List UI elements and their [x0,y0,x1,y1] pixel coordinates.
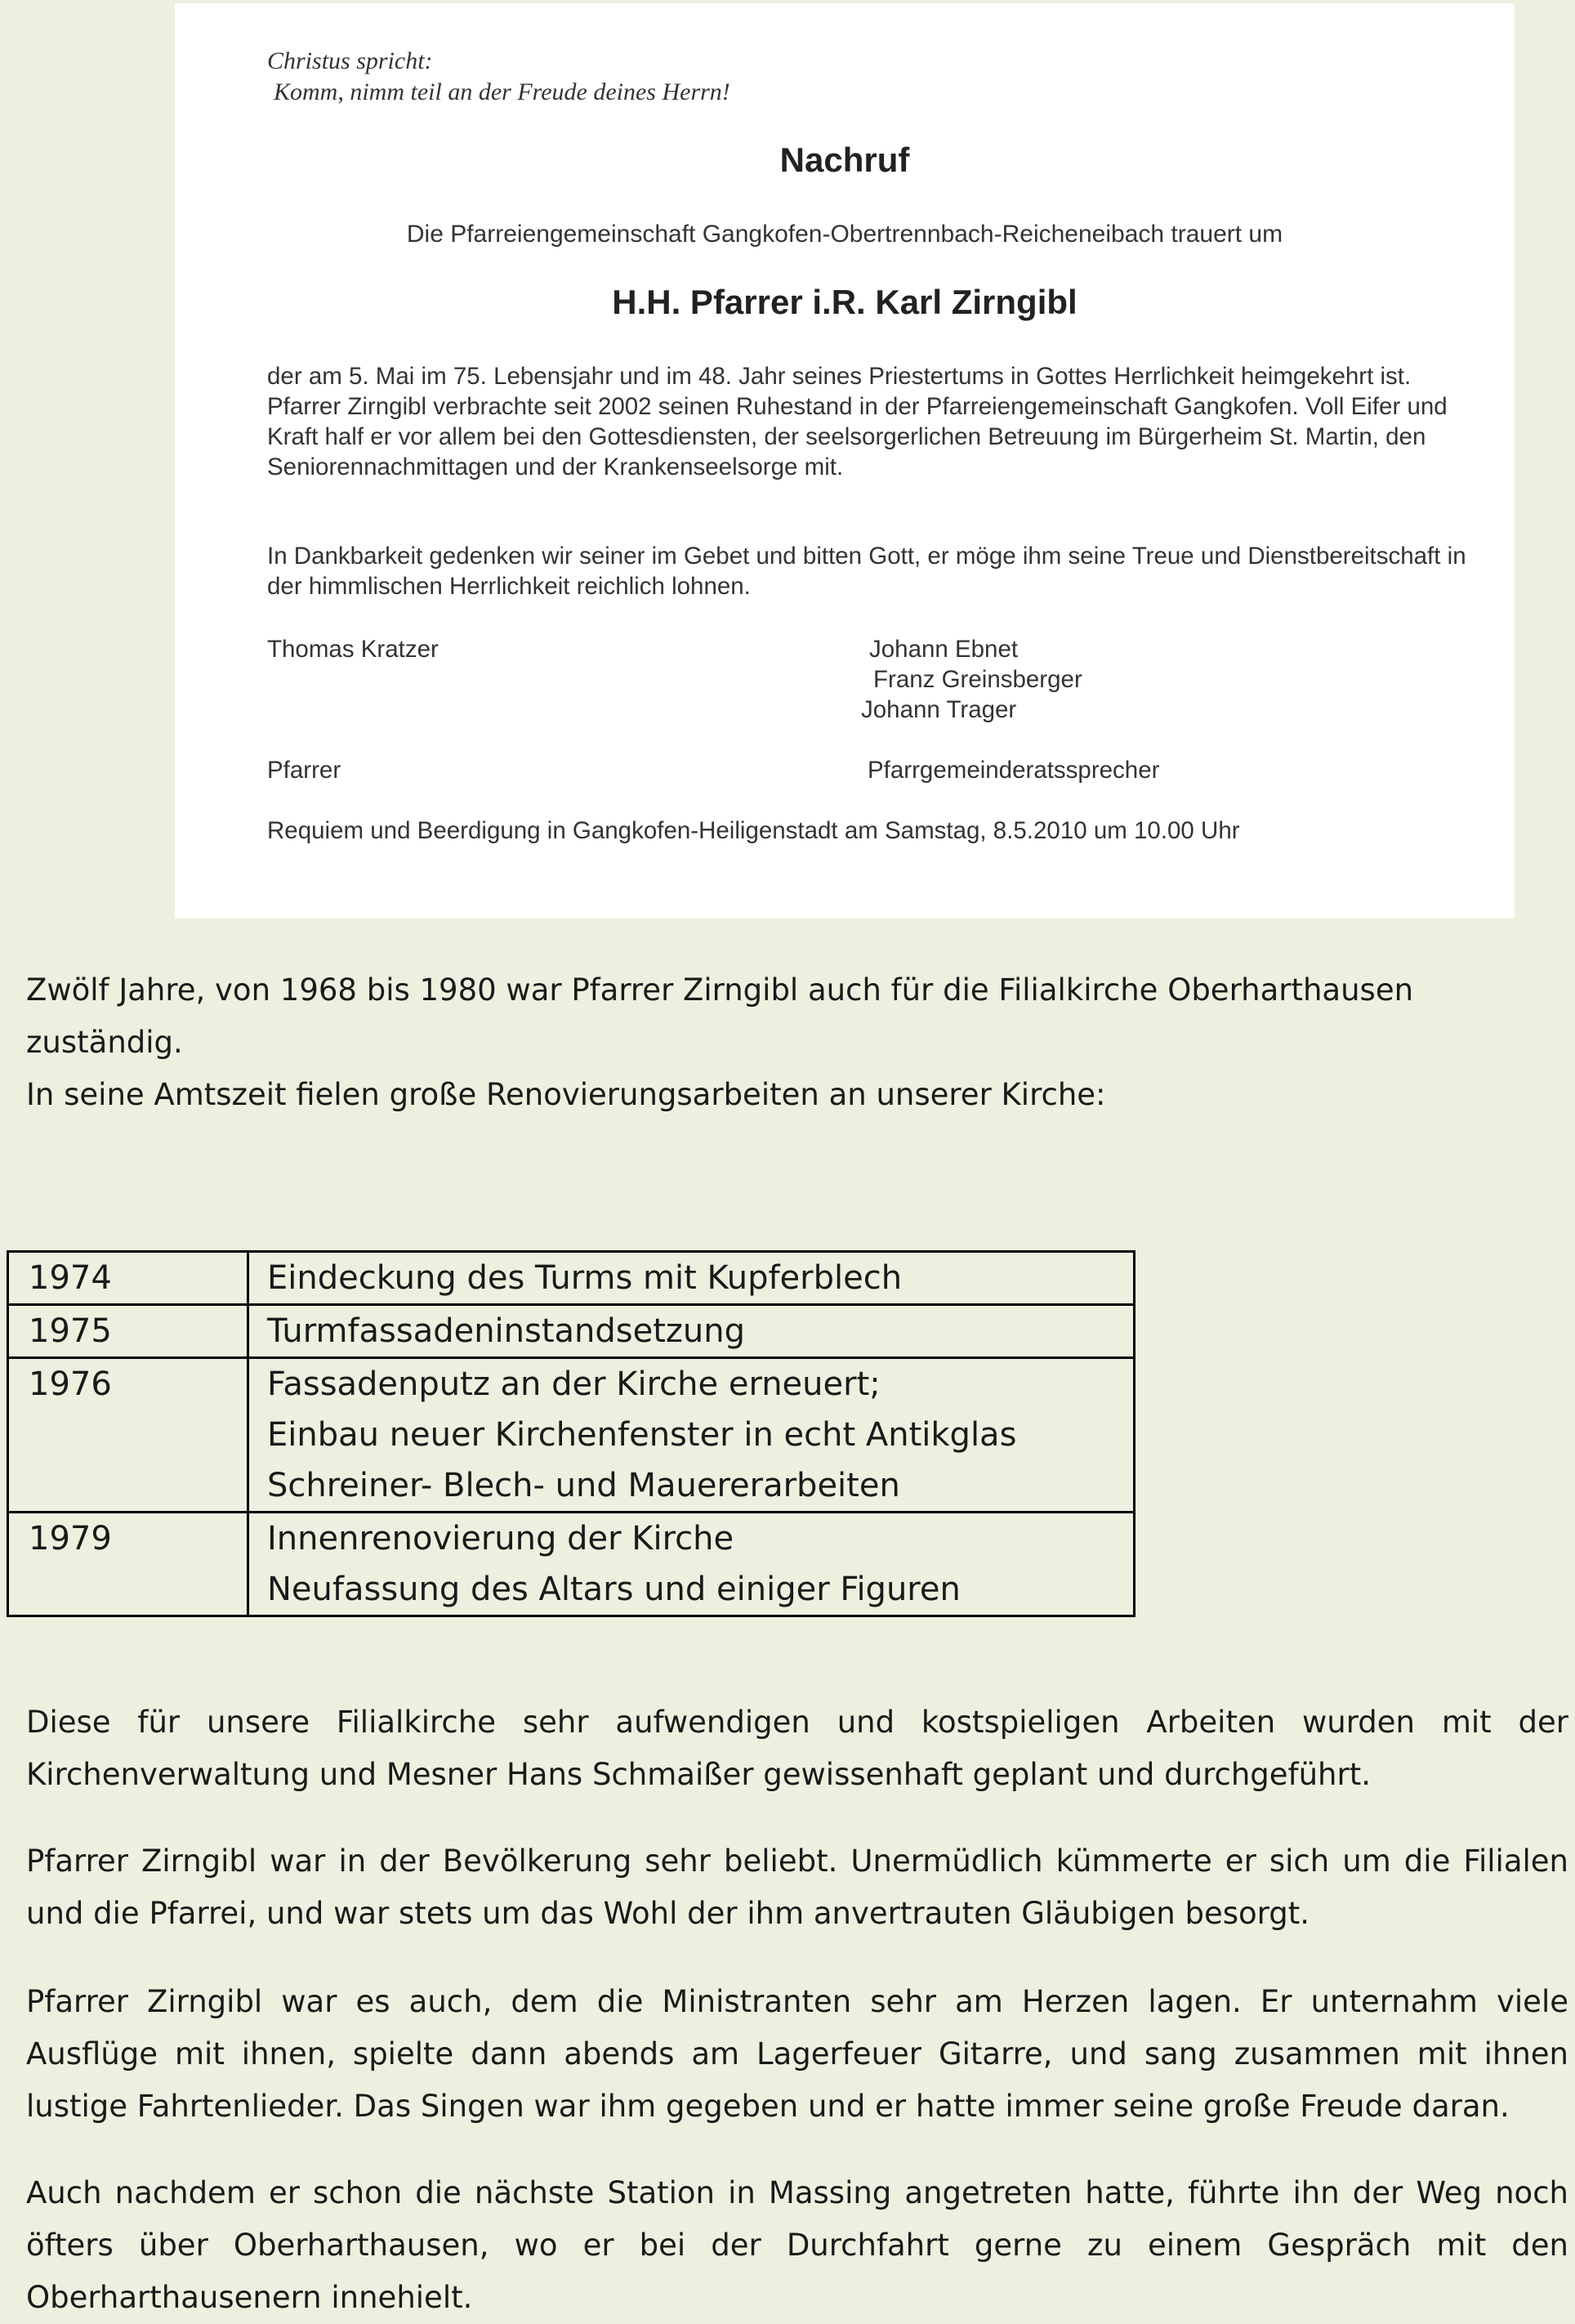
work-item: Fassadenputz an der Kirche erneuert; [267,1365,881,1403]
requiem-notice: Requiem und Beerdigung in Gangkofen-Heiligenstadt am Samstag, 8.5.2010 um 10.00 Uhr [267,817,1240,844]
work-item: Schreiner- Blech- und Mauererarbeiten [267,1467,900,1504]
obituary-title: Nachruf [779,141,910,179]
signer-right-role: Pfarrgemeinderatssprecher [868,757,1160,784]
obituary-paragraph-1: der am 5. Mai im 75. Lebensjahr und im 48. Jahr seines Priestertums in Gottes Herrlichkeit heimgekehrt ist. Pfarrer Zirngibl verbrachte seit 2002 seinen Ruhestand in der Pfarreiengemeinschaft Gangkofen. Voll Eifer und Kraft half er vor allem bei den Gottesdiensten, der seelsorgerlichen Betreuung im Bürgerheim St. Martin, den Seniorennachmittagen und der Krankenseelsorge mit. [267,363,1448,480]
deceased-name: H.H. Pfarrer i.R. Karl Zirngibl [612,283,1078,321]
quote-line-1: Christus spricht: [267,47,433,74]
signer-right-1: Johann Ebnet [869,636,1019,663]
signer-left-role: Pfarrer [267,757,341,784]
signer-left: Thomas Kratzer [267,636,439,663]
article-paragraph-1: Diese für unsere Filialkirche sehr aufwendigen und kostspieligen Arbeiten wurden mit der Kirchenverwaltung und Mesner Hans Schmaißer gewissenhaft geplant und durchgeführt. [26,1705,1568,1792]
work-cell [248,1513,1135,1616]
intro-line-2: zuständig. [26,1025,183,1060]
work-item: Eindeckung des Turms mit Kupferblech [267,1259,903,1297]
bible-quote [267,46,730,108]
year-cell: 1976 [8,1358,248,1513]
work-item: Neufassung des Altars und einiger Figuren [267,1571,961,1608]
article-paragraph-2: Pfarrer Zirngibl war in der Bevölkerung sehr beliebt. Unermüdlich kümmerte er sich um die Filialen und die Pfarrei, und war stets um das Wohl der ihm anvertrauten Gläubigen besorgt. [26,1844,1568,1931]
renovation-table [7,1250,1136,1617]
year-cell: 1975 [8,1305,248,1358]
signer-right-2: Franz Greinsberger [873,666,1082,693]
work-cell [248,1358,1135,1513]
work-cell [248,1305,1135,1358]
work-cell [248,1252,1135,1305]
year-cell: 1979 [8,1513,248,1616]
table-row [8,1305,1135,1358]
intro-line-1: Zwölf Jahre, von 1968 bis 1980 war Pfarrer Zirngibl auch für die Filialkirche Oberharthausen [26,972,1414,1008]
obituary-paragraph-2: In Dankbarkeit gedenken wir seiner im Gebet und bitten Gott, er möge ihm seine Treue und Dienstbereitschaft in der himmlischen Herrlichkeit reichlich lohnen. [267,543,1466,600]
article-paragraph-3: Pfarrer Zirngibl war es auch, dem die Ministranten sehr am Herzen lagen. Er unternahm viele Ausflüge mit ihnen, spielte dann abends am Lagerfeuer Gitarre, und sang zusammen mit ihnen lustige Fahrtenlieder. Das Singen war ihm gegeben und er hatte immer seine große Freude daran. [26,1984,1568,2124]
quote-line-2: Komm, nimm teil an der Freude deines Herrn! [274,78,730,105]
obituary-intro: Die Pfarreiengemeinschaft Gangkofen-Obertrennbach-Reicheneibach trauert um [406,221,1283,248]
signer-right-3: Johann Trager [861,696,1017,723]
intro-line-3: In seine Amtszeit fielen große Renovierungsarbeiten an unserer Kirche: [26,1077,1106,1112]
obituary-notice [175,3,1515,918]
table-row [8,1358,1135,1513]
table-row [8,1513,1135,1616]
article-paragraph-4: Auch nachdem er schon die nächste Station in Massing angetreten hatte, führte ihn der Weg noch öfters über Oberharthausen, wo er bei der Durchfahrt gerne zu einem Gespräch mit den Oberharthausenern innehielt. [26,2175,1568,2315]
article-intro [26,964,1568,1121]
work-item: Innenrenovierung der Kirche [267,1520,734,1558]
work-item: Turmfassadeninstandsetzung [267,1312,746,1350]
year-cell: 1974 [8,1252,248,1305]
work-item: Einbau neuer Kirchenfenster in echt Antikglas [267,1416,1017,1454]
table-row [8,1252,1135,1305]
